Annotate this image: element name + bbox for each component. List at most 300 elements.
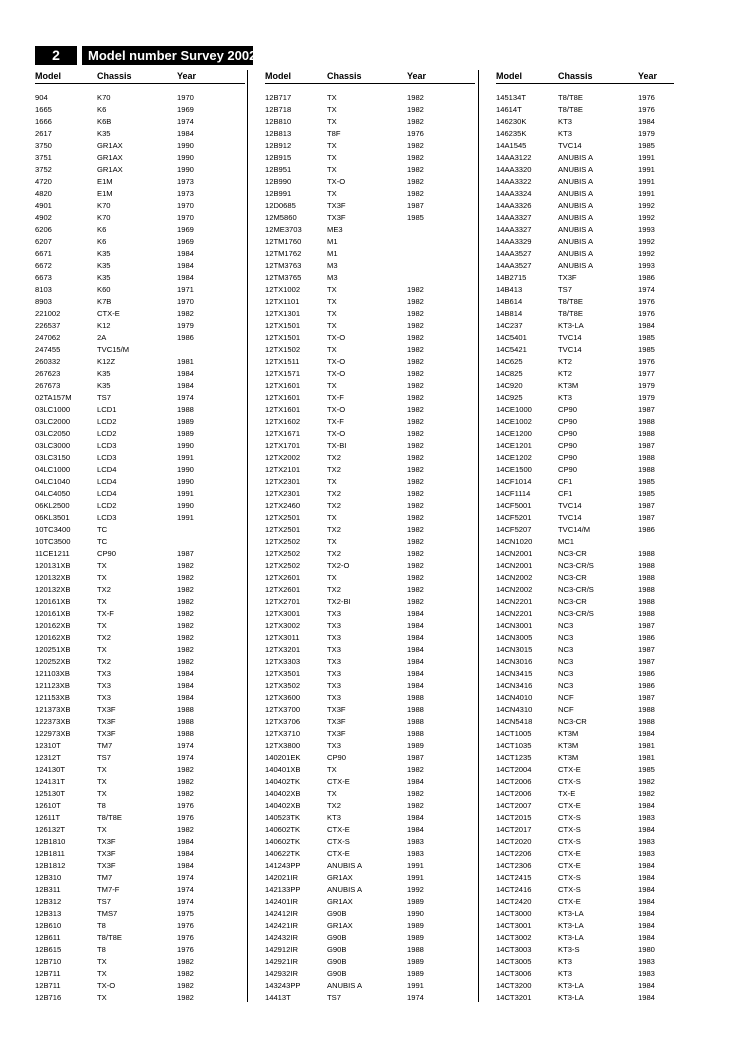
model-cell: 120162XB <box>35 621 71 630</box>
chassis-cell: M3 <box>327 273 338 282</box>
table-row <box>35 584 245 596</box>
chassis-cell: T8/T8E <box>558 297 583 306</box>
model-cell: 12TX1601 <box>265 381 301 390</box>
chassis-cell: T8 <box>97 945 106 954</box>
model-cell: 12B711 <box>35 969 61 978</box>
table-row <box>35 272 245 284</box>
model-cell: 14CT3201 <box>496 993 532 1002</box>
model-cell: 12TX3011 <box>265 633 300 642</box>
year-cell: 1984 <box>177 369 194 378</box>
model-cell: 14CT2015 <box>496 813 532 822</box>
model-cell: 124131T <box>35 777 65 786</box>
model-cell: 12B312 <box>35 897 62 906</box>
model-cell: 120251XB <box>35 645 71 654</box>
model-cell: 6207 <box>35 237 52 246</box>
model-cell: 12B311 <box>35 885 61 894</box>
year-cell: 1982 <box>407 501 424 510</box>
model-cell: 142401IR <box>265 897 298 906</box>
chassis-cell: TX <box>97 597 107 606</box>
table-row <box>496 680 674 692</box>
chassis-cell: ANUBIS A <box>558 213 594 222</box>
table-row <box>265 212 475 224</box>
chassis-cell: T8 <box>97 801 106 810</box>
year-cell: 1980 <box>638 945 655 954</box>
chassis-cell: TX-O <box>327 357 346 366</box>
chassis-cell: KT2 <box>558 369 572 378</box>
model-cell: 12B710 <box>35 957 62 966</box>
year-cell: 1984 <box>407 621 424 630</box>
year-cell: 1982 <box>407 177 424 186</box>
year-cell: 1987 <box>638 501 655 510</box>
chassis-cell: LCD2 <box>97 417 117 426</box>
table-row <box>496 752 674 764</box>
table-row <box>265 524 475 536</box>
chassis-cell: G90B <box>327 945 347 954</box>
chassis-cell: NC3 <box>558 645 574 654</box>
chassis-cell: GR1AX <box>97 153 123 162</box>
model-cell: 142133PP <box>265 885 301 894</box>
table-row <box>35 176 245 188</box>
chassis-cell: T8/T8E <box>97 933 122 942</box>
model-cell: 247062 <box>35 333 61 342</box>
chassis-cell: TX <box>97 789 107 798</box>
year-cell: 1984 <box>638 981 655 990</box>
year-cell: 1974 <box>177 741 194 750</box>
table-row <box>496 404 674 416</box>
chassis-cell: TX <box>97 573 107 582</box>
year-cell: 1982 <box>407 333 424 342</box>
year-cell: 1984 <box>407 645 424 654</box>
table-row <box>496 320 674 332</box>
year-cell: 1982 <box>177 561 194 570</box>
model-cell: 14CE1202 <box>496 453 532 462</box>
model-cell: 4820 <box>35 189 52 198</box>
year-cell: 1982 <box>407 417 424 426</box>
table-row <box>265 416 475 428</box>
model-cell: 12B912 <box>265 141 292 150</box>
table-row <box>265 584 475 596</box>
table-row <box>496 560 674 572</box>
model-cell: 14AA3324 <box>496 189 532 198</box>
table-row <box>265 884 475 896</box>
year-cell: 1990 <box>407 909 424 918</box>
model-cell: 12TX3303 <box>265 657 301 666</box>
chassis-cell: M1 <box>327 237 338 246</box>
chassis-cell: G90B <box>327 969 347 978</box>
chassis-cell: TX <box>97 969 107 978</box>
year-cell: 1987 <box>638 621 655 630</box>
model-cell: 12B610 <box>35 921 62 930</box>
year-cell: 1987 <box>638 513 655 522</box>
year-cell: 1991 <box>177 513 194 522</box>
model-header: Model <box>35 71 61 81</box>
table-row <box>496 884 674 896</box>
model-cell: 6673 <box>35 273 52 282</box>
chassis-cell: KT3M <box>558 381 579 390</box>
year-cell: 1991 <box>638 189 655 198</box>
model-cell: 2617 <box>35 129 52 138</box>
table-row <box>35 620 245 632</box>
table-row <box>35 788 245 800</box>
table-row <box>35 692 245 704</box>
model-cell: 12312T <box>35 753 61 762</box>
year-cell: 1992 <box>638 237 655 246</box>
year-cell: 1982 <box>407 789 424 798</box>
chassis-cell: TX <box>327 789 337 798</box>
table-row <box>265 572 475 584</box>
chassis-cell: KT3-S <box>558 945 580 954</box>
model-cell: 14AA3329 <box>496 237 532 246</box>
chassis-cell: CTX-E <box>558 897 581 906</box>
model-cell: 14A1545 <box>496 141 527 150</box>
chassis-cell: ANUBIS A <box>558 153 594 162</box>
model-cell: 12TX2601 <box>265 573 301 582</box>
model-cell: 140201EK <box>265 753 301 762</box>
chassis-cell: TX3F <box>558 273 577 282</box>
model-cell: 122373XB <box>35 717 71 726</box>
chassis-cell: 2A <box>97 333 107 342</box>
model-cell: 03LC3000 <box>35 441 71 450</box>
chassis-cell: LCD3 <box>97 453 117 462</box>
chassis-cell: LCD2 <box>97 501 117 510</box>
model-cell: 6672 <box>35 261 52 270</box>
year-cell: 1984 <box>638 909 655 918</box>
year-cell: 1975 <box>177 909 194 918</box>
page-header <box>35 46 257 65</box>
table-row <box>496 176 674 188</box>
table-row <box>496 260 674 272</box>
year-cell: 1988 <box>638 597 655 606</box>
year-cell: 1991 <box>638 165 655 174</box>
table-row <box>496 932 674 944</box>
chassis-cell: TX-O <box>327 429 346 438</box>
chassis-cell: ANUBIS A <box>327 981 363 990</box>
table-row <box>265 896 475 908</box>
chassis-cell: CTX-S <box>558 885 581 894</box>
chassis-cell: KT3M <box>558 741 579 750</box>
model-cell: 122973XB <box>35 729 71 738</box>
chassis-header: Chassis <box>97 71 132 81</box>
chassis-cell: NC3-CR <box>558 717 587 726</box>
table-row <box>496 848 674 860</box>
table-row <box>265 560 475 572</box>
table-row <box>265 320 475 332</box>
model-cell: 12TX2501 <box>265 513 301 522</box>
year-cell: 1982 <box>177 597 194 606</box>
chassis-cell: NC3-CR/S <box>558 609 594 618</box>
table-row <box>265 992 475 1004</box>
table-row <box>265 740 475 752</box>
table-row <box>35 296 245 308</box>
model-cell: 11CE1211 <box>35 549 70 558</box>
model-cell: 12TX2501 <box>265 525 301 534</box>
table-row <box>496 668 674 680</box>
table-row <box>496 104 674 116</box>
model-cell: 12B1810 <box>35 837 66 846</box>
chassis-cell: TS7 <box>97 393 111 402</box>
year-cell: 1969 <box>177 105 194 114</box>
model-cell: 14CT3200 <box>496 981 532 990</box>
year-cell: 1984 <box>177 261 194 270</box>
year-cell: 1989 <box>407 897 424 906</box>
year-cell: 1986 <box>638 633 655 642</box>
model-cell: 14CT2004 <box>496 765 532 774</box>
model-cell: 14CT2415 <box>496 873 532 882</box>
model-cell: 14AA3327 <box>496 213 532 222</box>
year-cell: 1986 <box>638 669 655 678</box>
year-cell: 1988 <box>638 465 655 474</box>
year-cell: 1974 <box>177 117 194 126</box>
year-cell: 1984 <box>407 813 424 822</box>
chassis-cell: TX <box>97 777 107 786</box>
year-cell: 1984 <box>177 681 194 690</box>
model-cell: 14CN2001 <box>496 561 533 570</box>
chassis-cell: KT3M <box>558 753 579 762</box>
model-cell: 10TC3400 <box>35 525 71 534</box>
table-row <box>265 464 475 476</box>
table-row <box>496 740 674 752</box>
chassis-cell: TS7 <box>558 285 572 294</box>
chassis-cell: K12 <box>97 321 111 330</box>
model-cell: 121153XB <box>35 693 70 702</box>
year-cell <box>407 272 467 284</box>
table-row <box>496 212 674 224</box>
model-cell: 12TX1602 <box>265 417 301 426</box>
chassis-cell: KT3M <box>558 729 579 738</box>
year-cell: 1983 <box>638 957 655 966</box>
year-cell: 1984 <box>407 681 424 690</box>
table-row <box>35 416 245 428</box>
year-cell: 1982 <box>407 477 424 486</box>
year-cell: 1988 <box>177 705 194 714</box>
chassis-cell: KT3-LA <box>558 909 584 918</box>
year-cell: 1983 <box>638 813 655 822</box>
model-cell: 14CN4310 <box>496 705 533 714</box>
table-row <box>496 692 674 704</box>
chassis-cell: CP90 <box>97 549 116 558</box>
chassis-cell: NC3-CR <box>558 573 587 582</box>
year-cell: 1984 <box>407 825 424 834</box>
table-row <box>265 260 475 272</box>
table-row <box>496 548 674 560</box>
chassis-cell: LCD2 <box>97 429 117 438</box>
chassis-cell: CTX-E <box>97 309 120 318</box>
model-cell: 14CT3000 <box>496 909 532 918</box>
chassis-cell: TX <box>327 141 337 150</box>
table-row <box>265 188 475 200</box>
chassis-cell: TX-O <box>327 369 346 378</box>
table-row <box>35 152 245 164</box>
model-cell: 12B813 <box>265 129 292 138</box>
year-cell: 1988 <box>638 561 655 570</box>
year-cell: 1987 <box>638 657 655 666</box>
model-cell: 12TX3001 <box>265 609 301 618</box>
table-row <box>35 536 245 548</box>
table-row <box>35 980 245 992</box>
table-row <box>265 656 475 668</box>
year-cell: 1982 <box>407 321 424 330</box>
table-row <box>265 680 475 692</box>
model-cell: 4901 <box>35 201 52 210</box>
year-cell: 1990 <box>177 441 194 450</box>
table-row <box>35 236 245 248</box>
chassis-cell: TX3 <box>327 645 341 654</box>
year-cell: 1991 <box>638 177 655 186</box>
chassis-cell: LCD4 <box>97 477 117 486</box>
model-cell: 12TX2502 <box>265 561 301 570</box>
year-cell: 1984 <box>407 669 424 678</box>
model-cell: 142932IR <box>265 969 298 978</box>
model-cell: 121123XB <box>35 681 70 690</box>
table-row <box>35 920 245 932</box>
table-row <box>35 908 245 920</box>
year-cell: 1982 <box>407 765 424 774</box>
year-cell: 1989 <box>407 921 424 930</box>
model-cell: 12B313 <box>35 909 62 918</box>
model-cell: 142412IR <box>265 909 298 918</box>
chassis-cell: TX3 <box>97 681 111 690</box>
chassis-cell: CTX-E <box>558 765 581 774</box>
year-cell: 1977 <box>638 369 655 378</box>
chassis-cell: TX <box>327 381 337 390</box>
year-cell: 1989 <box>407 969 424 978</box>
year-cell: 1979 <box>638 381 655 390</box>
year-cell: 1984 <box>638 729 655 738</box>
model-cell: 12B990 <box>265 177 292 186</box>
year-cell: 1976 <box>638 105 655 114</box>
year-cell: 1982 <box>177 645 194 654</box>
chassis-cell: TX <box>97 645 107 654</box>
year-cell <box>407 248 467 260</box>
year-cell: 1987 <box>638 645 655 654</box>
model-cell: 12TX2460 <box>265 501 301 510</box>
year-cell: 1984 <box>177 837 194 846</box>
model-cell: 142912IR <box>265 945 298 954</box>
year-cell: 1988 <box>177 729 194 738</box>
table-row <box>496 584 674 596</box>
table-row <box>265 692 475 704</box>
year-cell: 1990 <box>177 501 194 510</box>
table-row <box>35 284 245 296</box>
chassis-cell: TX <box>327 285 337 294</box>
table-row <box>265 932 475 944</box>
table-row <box>35 188 245 200</box>
year-cell: 1991 <box>177 489 194 498</box>
model-cell: 12B1812 <box>35 861 66 870</box>
table-row <box>265 500 475 512</box>
model-cell: 14CN1020 <box>496 537 533 546</box>
model-cell: 12TX1571 <box>265 369 301 378</box>
chassis-cell: KT3-LA <box>558 993 584 1002</box>
year-cell: 1982 <box>407 405 424 414</box>
model-cell: 12TX1671 <box>265 429 301 438</box>
table-row <box>35 944 245 956</box>
model-cell: 904 <box>35 93 48 102</box>
model-cell: 260332 <box>35 357 61 366</box>
model-cell: 14CN3415 <box>496 669 533 678</box>
chassis-cell: TX <box>327 93 337 102</box>
chassis-cell: K35 <box>97 381 111 390</box>
chassis-cell: CP90 <box>558 465 577 474</box>
table-row <box>265 332 475 344</box>
table-body <box>265 92 475 1004</box>
chassis-cell: TMS7 <box>97 909 118 918</box>
year-cell: 1989 <box>177 429 194 438</box>
model-cell: 14CT1005 <box>496 729 532 738</box>
model-cell: 12TX2701 <box>265 597 301 606</box>
table-row <box>265 704 475 716</box>
table-row <box>265 404 475 416</box>
table-row <box>35 812 245 824</box>
model-cell: 124130T <box>35 765 65 774</box>
year-cell <box>638 536 674 548</box>
year-cell: 1982 <box>407 369 424 378</box>
model-cell: 14614T <box>496 105 522 114</box>
model-cell: 12TX1511 <box>265 357 300 366</box>
model-cell: 3750 <box>35 141 52 150</box>
model-cell: 12TX2601 <box>265 585 301 594</box>
model-cell: 12TX2502 <box>265 537 301 546</box>
chassis-cell: ME3 <box>327 225 343 234</box>
table-row <box>35 140 245 152</box>
table-row <box>265 380 475 392</box>
year-cell: 1984 <box>638 885 655 894</box>
chassis-cell: TVC14 <box>558 141 582 150</box>
model-cell: 14AA3327 <box>496 225 532 234</box>
chassis-cell: TX-O <box>327 405 346 414</box>
year-cell: 1974 <box>177 885 194 894</box>
year-cell: 1992 <box>407 885 424 894</box>
year-cell: 1989 <box>407 933 424 942</box>
model-cell: 04LC4050 <box>35 489 71 498</box>
year-cell: 1982 <box>177 585 194 594</box>
model-cell: 14413T <box>265 993 291 1002</box>
model-cell: 12B718 <box>265 105 292 114</box>
model-cell: 14CE1500 <box>496 465 532 474</box>
year-cell: 1982 <box>407 801 424 810</box>
year-cell: 1983 <box>407 849 424 858</box>
year-cell: 1985 <box>638 141 655 150</box>
chassis-cell: TX3F <box>327 705 346 714</box>
chassis-cell: TX <box>97 825 107 834</box>
year-cell: 1976 <box>177 933 194 942</box>
year-cell: 1988 <box>638 705 655 714</box>
table-row <box>496 284 674 296</box>
model-cell: 03LC2000 <box>35 417 71 426</box>
year-cell: 1984 <box>177 693 194 702</box>
table-row <box>265 440 475 452</box>
table-row <box>35 380 245 392</box>
year-cell: 1969 <box>177 237 194 246</box>
chassis-cell: K70 <box>97 201 111 210</box>
table-row <box>35 872 245 884</box>
year-cell: 1985 <box>638 765 655 774</box>
chassis-cell: CP90 <box>558 429 577 438</box>
chassis-cell: TX3F <box>97 849 116 858</box>
model-cell: 140523TK <box>265 813 301 822</box>
table-row <box>496 812 674 824</box>
model-cell: 12TX1502 <box>265 345 301 354</box>
model-cell: 140402XB <box>265 801 301 810</box>
model-cell: 120161XB <box>35 609 71 618</box>
model-cell: 04LC1000 <box>35 465 71 474</box>
year-cell: 1990 <box>177 153 194 162</box>
chassis-cell: TX3 <box>327 669 341 678</box>
table-row <box>265 392 475 404</box>
chassis-cell: K35 <box>97 369 111 378</box>
year-cell: 1970 <box>177 297 194 306</box>
chassis-cell: TX-F <box>327 393 344 402</box>
